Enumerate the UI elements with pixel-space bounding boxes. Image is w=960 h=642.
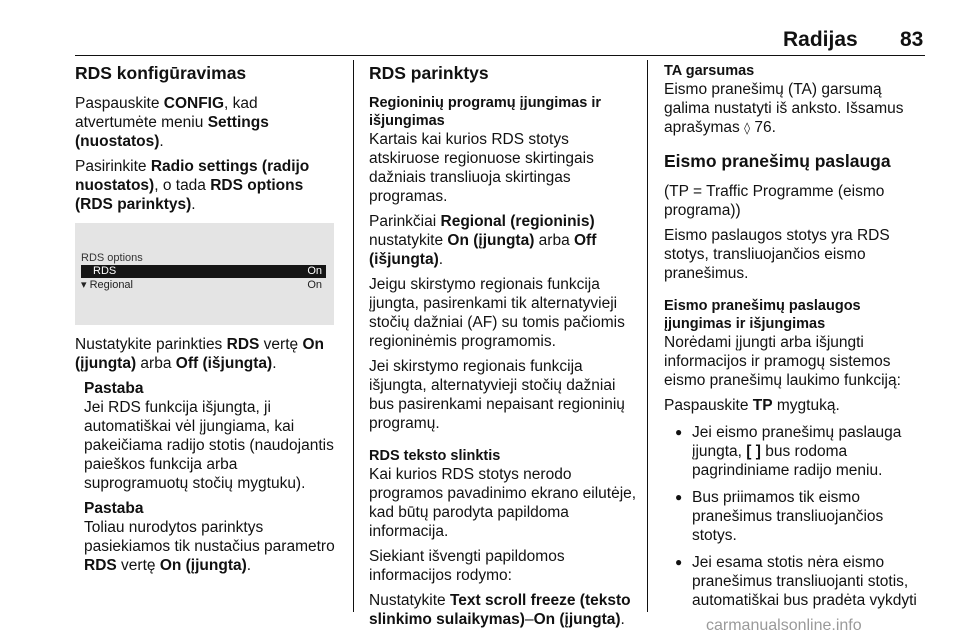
list-item: ● Bus priimamos tik eismo pranešimus transliuojančios stotys. [675,489,884,544]
screen-title: RDS options [81,252,143,264]
paragraph: Jeigu skirstymo regionais funkcija įjungta, pasirenkami tik alternatyvieji stočių dažniai (AF) su tomis pačiomis regioninėmis programomis. [369,276,625,350]
subheading: Regioninių programų įjungimas ir išjungimas [369,95,602,129]
bullet-icon: ● [675,425,683,439]
screen-row-regional: ▾ Regional On [81,279,322,291]
header-rule [75,55,925,56]
bullet-icon: ● [675,490,683,504]
paragraph: Norėdami įjungti arba išjungti informacijos ir pramogų sistemos eismo pranešimų laukimo funkciją: [664,334,901,389]
section-heading-rds-options: RDS parinktys [369,63,489,83]
paragraph: Nustatykite parinkties RDS vertę On (įjungta) arba Off (išjungta). [75,336,324,372]
paragraph: Paspauskite TP mygtuką. [664,397,840,414]
paragraph: Parinkčiai Regional (regioninis) nustatykite On (įjungta) arba Off (išjungta). [369,213,597,268]
paragraph: Paspauskite CONFIG, kad atvertumėte meniu Settings (nuostatos). [75,95,269,150]
page-header-title: Radijas [783,28,858,51]
paragraph: Jei skirstymo regionais funkcija išjungta, alternatyvieji stočių dažniai bus pasirenkami nepaisant regioninių programų. [369,358,625,432]
paragraph: Kartais kai kurios RDS stotys atskiruose regionuose skirtingais dažniais transliuoja skirtingas programas. [369,131,594,205]
column-divider-left [353,60,354,612]
paragraph: Eismo paslaugos stotys yra RDS stotys, transliuojančios eismo pranešimus. [664,227,890,282]
paragraph: Nustatykite Text scroll freeze (teksto slinkimo sulaikymas)–On (įjungta). [369,592,631,628]
subheading: RDS teksto slinktis [369,448,501,464]
column-1 [75,62,343,581]
paragraph: Kai kurios RDS stotys nerodo programos pavadinimo ekrano eilutėje, kad būtų parodyta papildoma informacija. [369,466,637,540]
note-block: Pastaba Jei RDS funkcija išjungta, ji automatiškai vėl įjungiama, kai pakeičiama radijo stotis (naudojantis paieškos funkcija arba suprogramuotų stočių mygtuku). Pastaba Toliau nurodytos parinktys pasiekiamos tik nustačius parametro RDS vertę On (įjungta). [75,379,343,575]
section-heading-rds-config: RDS konfigūravimas [75,63,247,83]
paragraph: (TP = Traffic Programme (eismo programa)) [664,183,885,219]
bullet-icon: ● [675,555,683,569]
column-3 [664,62,926,618]
page-number: 83 [900,28,924,51]
down-arrow-icon: ▾ [81,279,90,291]
note-text: Toliau nurodytos parinktys pasiekiamos tik nustačius parametro RDS vertę On (įjungta). [84,519,335,574]
column-divider-right [647,60,648,612]
note-text: Jei RDS funkcija išjungta, ji automatiškai vėl įjungiama, kai pakeičiama radijo stotis (naudojantis paieškos funkcija arba suprogramuotų stočių mygtuku). [84,399,334,492]
subheading: Eismo pranešimų paslaugos įjungimas ir išjungimas [664,298,861,332]
paragraph: Siekiant išvengti papildomos informacijos rodymo: [369,548,565,584]
reference-arrow-icon: ◊ [744,121,751,135]
column-2 [369,62,637,635]
watermark: carmanualsonline.info [706,617,862,634]
subheading: TA garsumas [664,63,755,79]
rds-options-screenshot [75,223,334,325]
list-item: ● Jei eismo pranešimų paslauga įjungta, [ ] bus rodoma pagrindiniame radijo meniu. [675,424,902,479]
section-heading-traffic-service: Eismo pranešimų paslauga [664,151,891,171]
list-item: ● Jei esama stotis nėra eismo pranešimus transliuojanti stotis, automatiškai bus pradėta vykdyti [675,554,917,609]
paragraph: Pasirinkite Radio settings (radijo nuostatos), o tada RDS options (RDS parinktys). [75,158,310,213]
paragraph: Eismo pranešimų (TA) garsumą galima nustatyti iš anksto. Išsamus aprašymas ◊ 76. [664,81,904,136]
screen-row-rds: RDS On [81,265,326,278]
